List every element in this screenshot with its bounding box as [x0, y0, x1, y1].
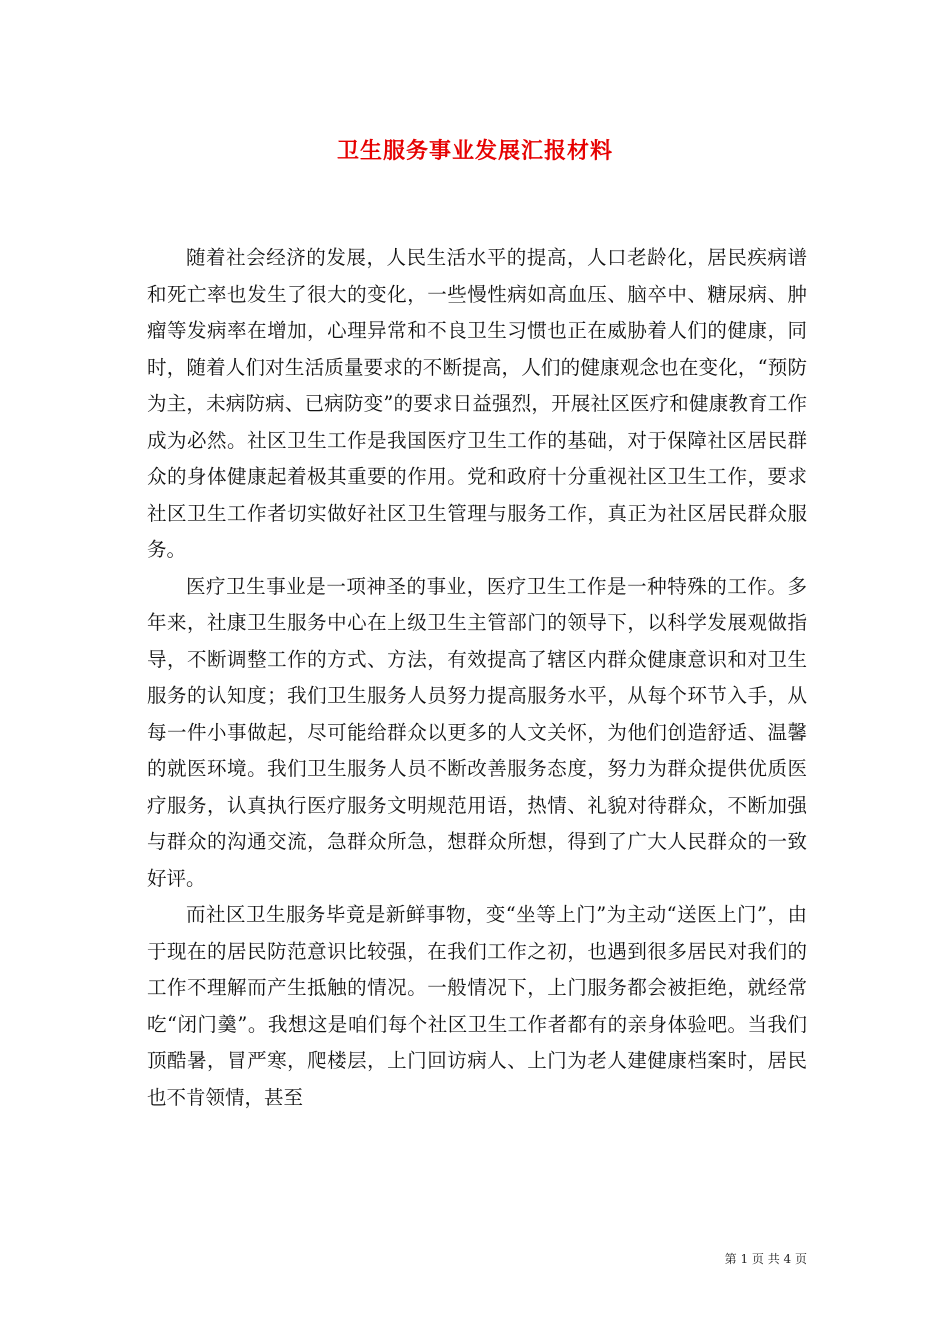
document-title: 卫生服务事业发展汇报材料: [336, 138, 613, 164]
document-body: [147, 240, 807, 1116]
page-footer: [725, 1250, 807, 1267]
paragraph-2: 医疗卫生事业是一项神圣的事业，医疗卫生工作是一种特殊的工作。多年来，社康卫生服务中心在上级卫生主管部门的领导下，以科学发展观做指导，不断调整工作的方式、方法，有效提高了辖区内群众健康意识和对卫生服务的认知度；我们卫生服务人员努力提高服务水平，从每个环节入手，从每一件小事做起，尽可能给群众以更多的人文关怀，为他们创造舒适、温馨的就医环境。我们卫生服务人员不断改善服务态度，努力为群众提供优质医疗服务，认真执行医疗服务文明规范用语，热情、礼貌对待群众，不断加强与群众的沟通交流，急群众所急，想群众所想，得到了广大人民群众的一致好评。: [147, 574, 807, 890]
paragraph-3: 而社区卫生服务毕竟是新鲜事物，变“坐等上门”为主动“送医上门”，由于现在的居民防范意识比较强，在我们工作之初，也遇到很多居民对我们的工作不理解而产生抵触的情况。一般情况下，上门服务都会被拒绝，就经常吃“闭门羹”。我想这是咱们每个社区卫生工作者都有的亲身体验吧。当我们顶酷暑，冒严寒，爬楼层，上门回访病人、上门为老人建健康档案时，居民也不肯领情，甚至: [147, 903, 807, 1109]
paragraph-1: 随着社会经济的发展，人民生活水平的提高，人口老龄化，居民疾病谱和死亡率也发生了很大的变化，一些慢性病如高血压、脑卒中、糖尿病、肿瘤等发病率在增加，心理异常和不良卫生习惯也正在威胁着人们的健康，同时，随着人们对生活质量要求的不断提高，人们的健康观念也在变化，“预防为主，未病防病、已病防变”的要求日益强烈，开展社区医疗和健康教育工作成为必然。社区卫生工作是我国医疗卫生工作的基础，对于保障社区居民群众的身体健康起着极其重要的作用。党和政府十分重视社区卫生工作，要求社区卫生工作者切实做好社区卫生管理与服务工作，真正为社区居民群众服务。: [147, 246, 807, 561]
page-number: 第 1 页 共 4 页: [724, 1252, 807, 1266]
